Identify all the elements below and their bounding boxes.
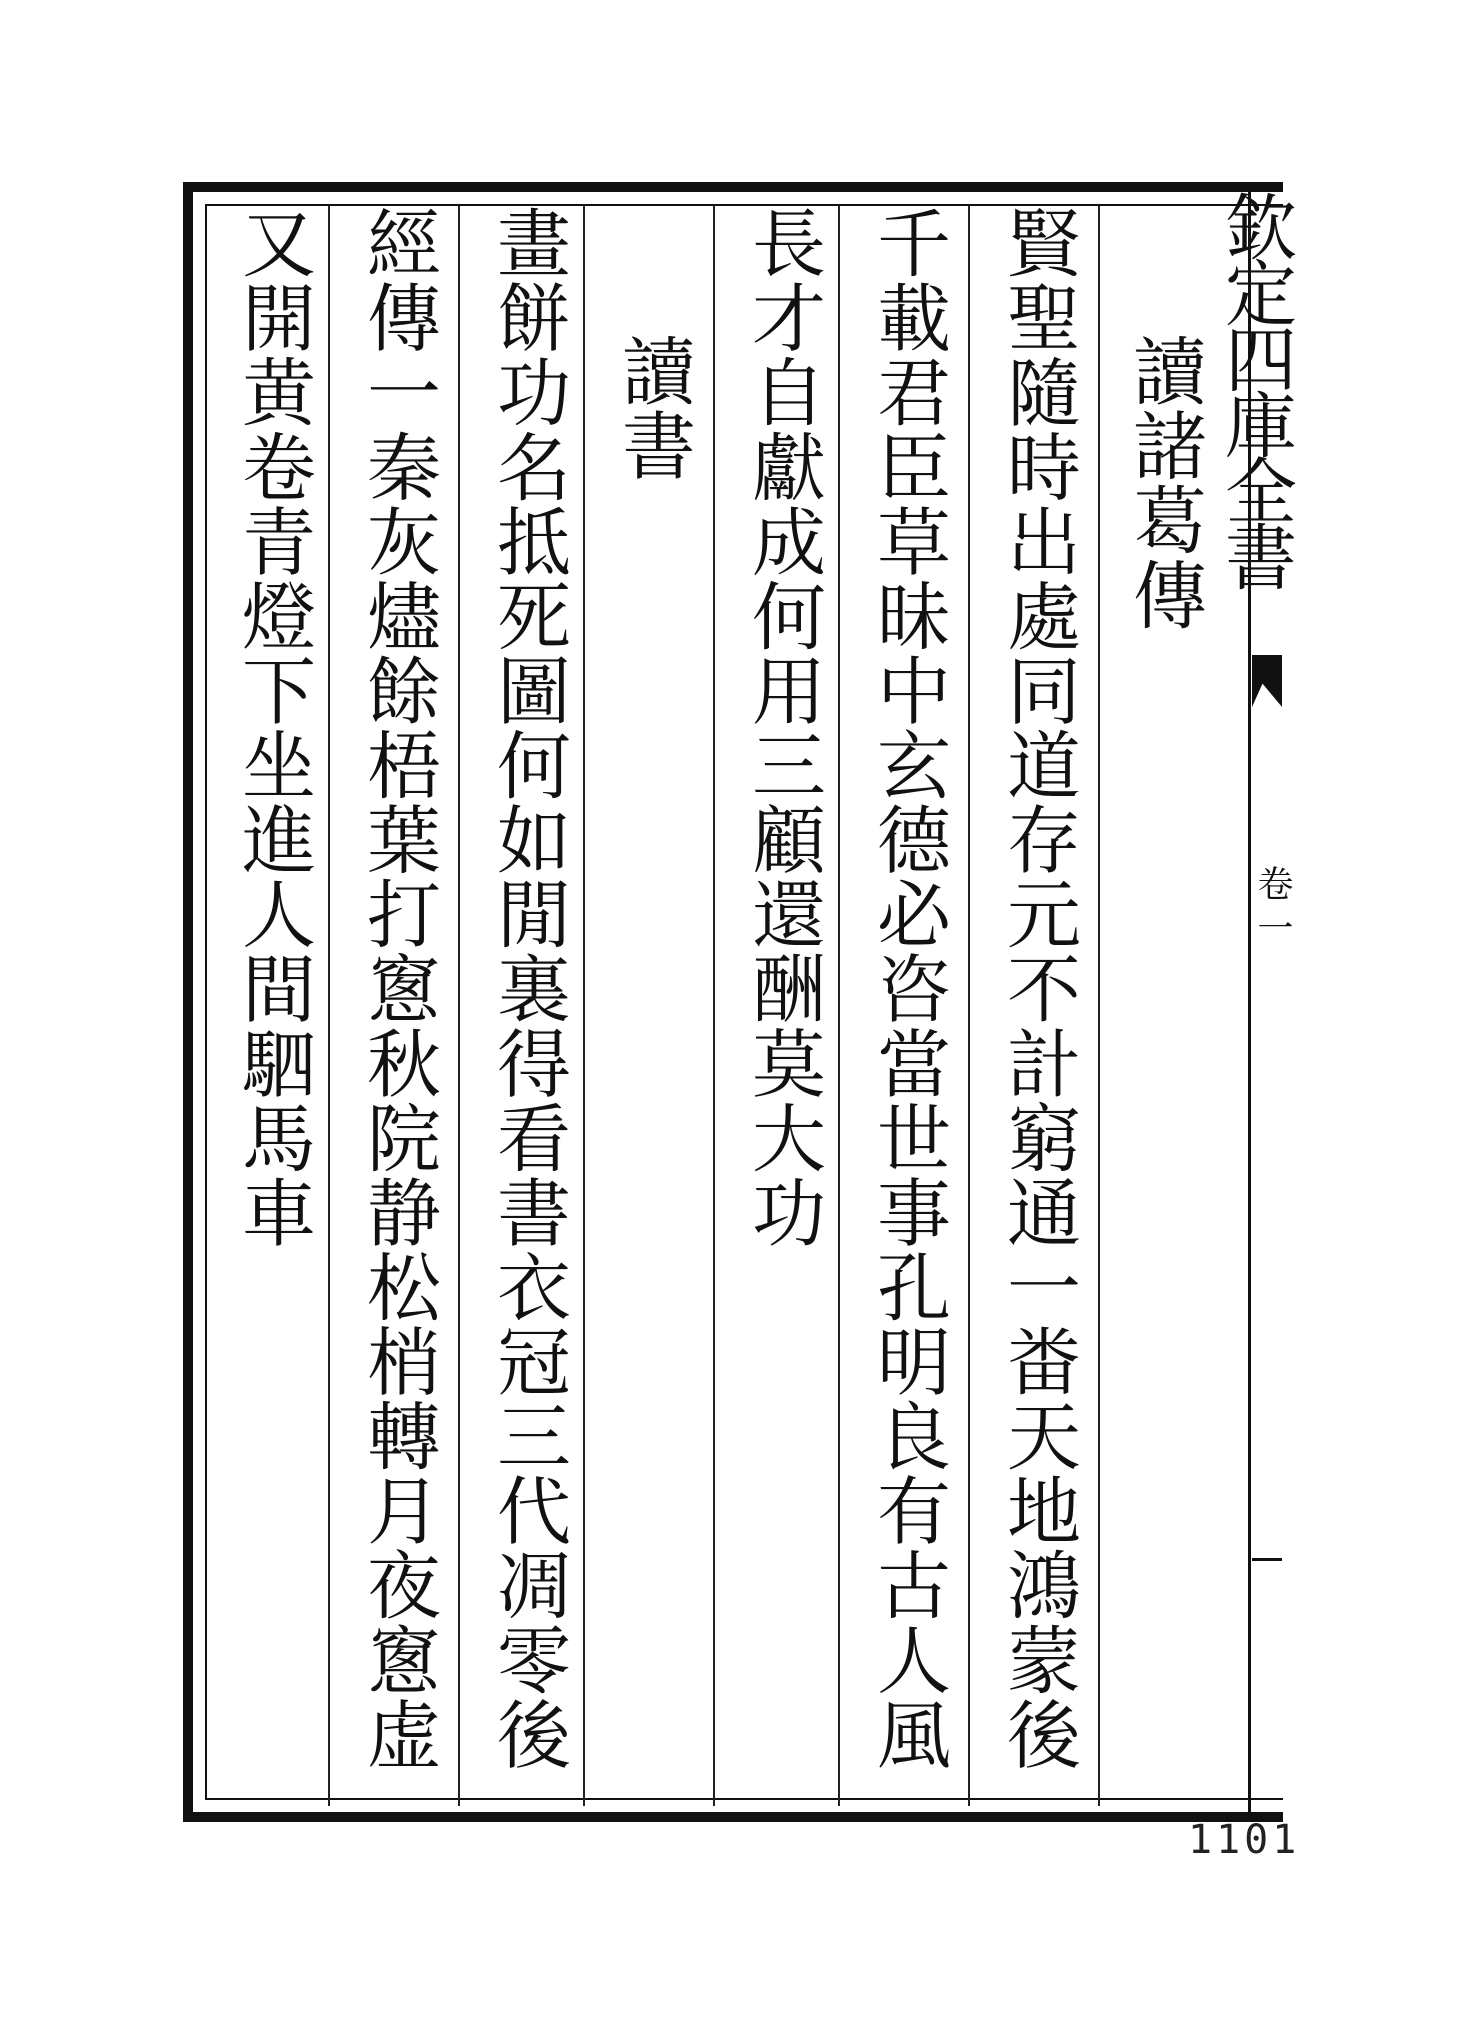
- column-rule: [968, 206, 970, 1806]
- poem-line: 又開黄卷青燈下坐進人間駟馬車: [230, 205, 316, 1249]
- poem-title: 讀諸葛傳: [1121, 333, 1207, 632]
- poem-line: 賢聖隨時出處同道存元不計窮通一畨天地鴻蒙後: [995, 205, 1081, 1771]
- column-rule: [1098, 206, 1100, 1806]
- poem-line: 經傳一秦灰燼餘梧葉打窻秋院静松梢轉月夜窻虚: [355, 205, 441, 1771]
- poem-line: 畫餅功名抵死圖何如閒裏得看書衣冠三代凋零後: [485, 205, 571, 1771]
- poem-line: 千載君臣草昧中玄德必咨當世事孔明良有古人風: [865, 205, 951, 1771]
- spine-title: 欽定四庫全書: [1213, 190, 1297, 586]
- column-rule: [328, 206, 330, 1806]
- column-rule: [713, 206, 715, 1806]
- juan-label: 卷一: [1252, 865, 1293, 953]
- folio-number-text: 1101: [1188, 1817, 1301, 1863]
- folio-number: [1188, 1817, 1301, 1876]
- column-rule: [838, 206, 840, 1806]
- column-rule: [458, 206, 460, 1806]
- poem-title: 讀書: [610, 333, 696, 483]
- column-rule: [583, 206, 585, 1806]
- poem-line: 長才自獻成何用三顧還酬莫大功: [740, 205, 826, 1249]
- spine-tick: [1252, 1558, 1282, 1561]
